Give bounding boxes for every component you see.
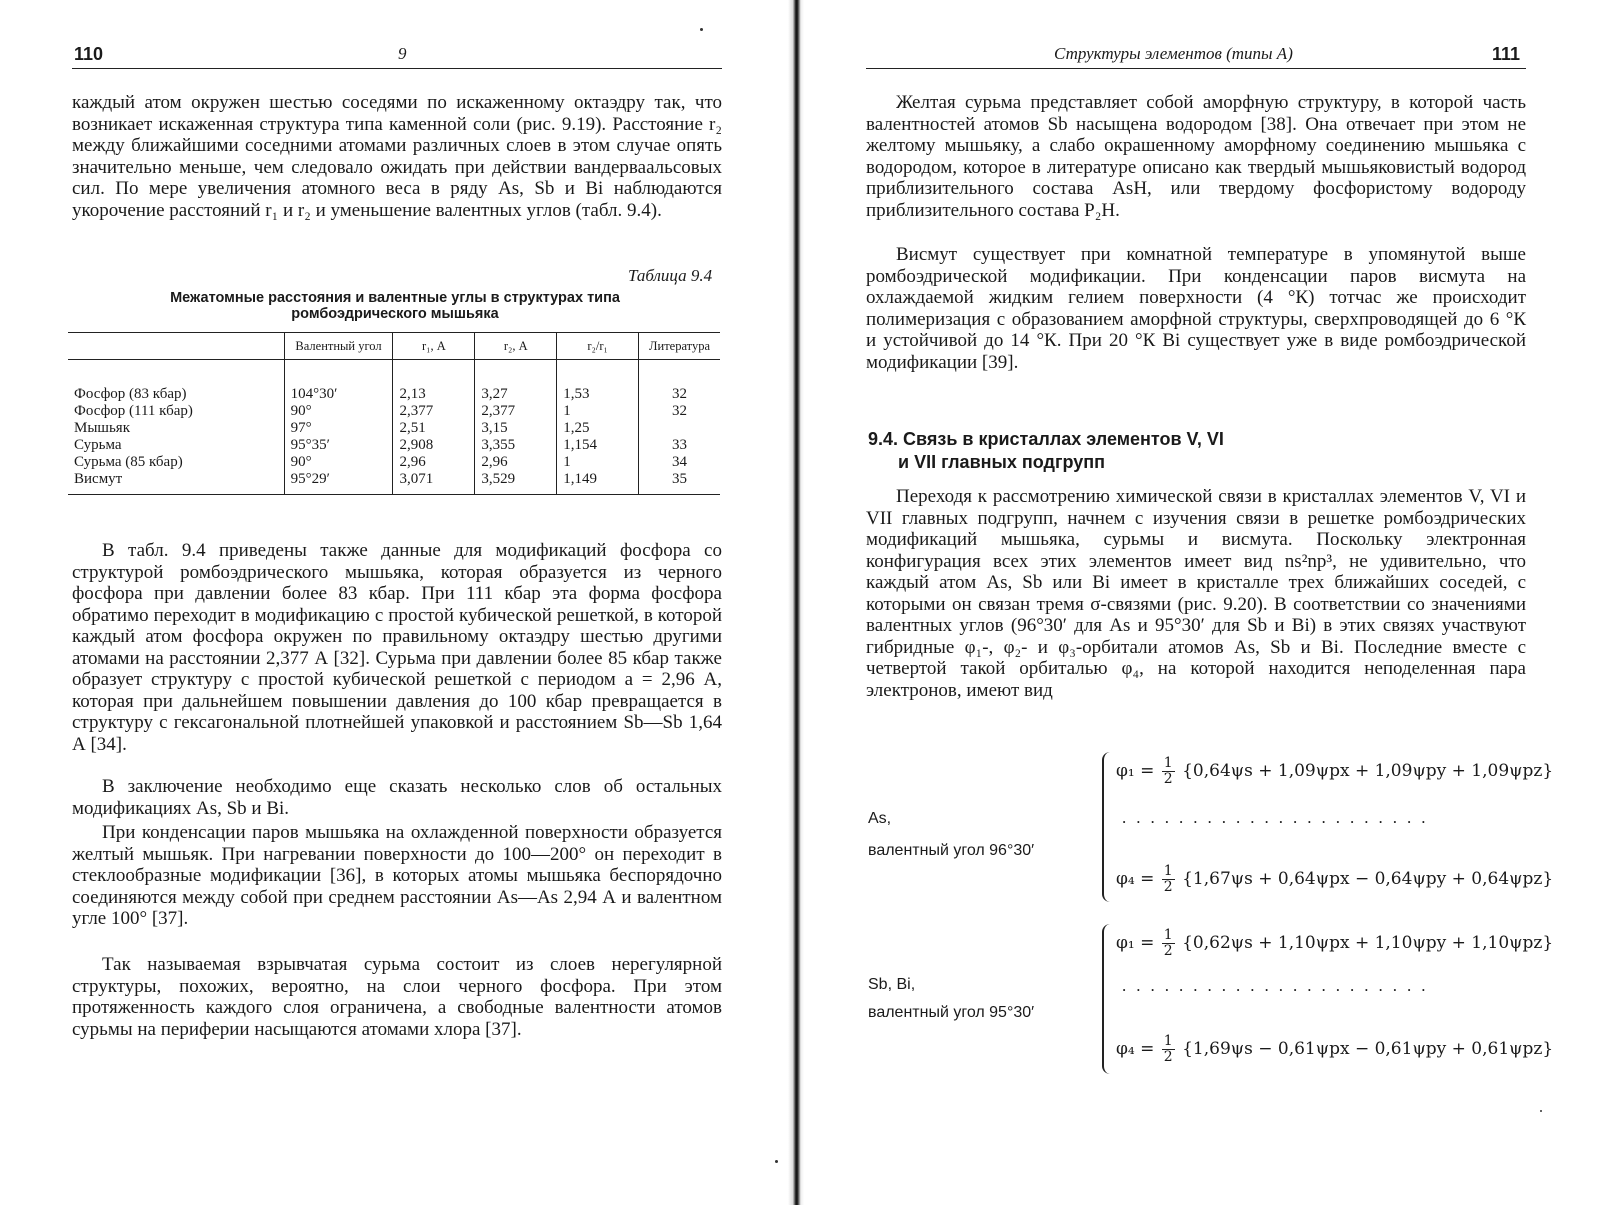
right-header-title: Структуры элементов (типы А) <box>1054 44 1293 63</box>
table-cell: 1,25 <box>557 420 639 437</box>
sb-bi-valence-angle: валентный угол 95°30′ <box>868 1004 1035 1021</box>
table-header-cell <box>68 333 284 360</box>
table-cell: 97° <box>284 420 393 437</box>
table-cell: Фосфор (83 кбар) <box>74 386 187 402</box>
fraction-one-half <box>1162 756 1175 787</box>
section-title-line-2: и VII главных подгрупп <box>898 452 1105 472</box>
table-cell: 32 <box>639 360 720 404</box>
table-cell: 90° <box>284 403 393 420</box>
table-cell: 90° <box>284 454 393 471</box>
right-paragraph-3: Переходя к рассмотрению химической связи в кристаллах элементов V, VI и VII главных подгрупп, начнем с изучения связи в решетке ромбоэдрических модификаций мышьяка, сурьмы и висмута. Поскольку электронная конфигурация всех этих элементов имеет вид ns²np³, не удивительно, что каждый атом As, Sb или Bi имеет в кристалле трех ближайших соседей, с которыми он связан тремя σ-связями (рис. 9.20). В соответствии со значениями валентных углов (96°30′ для As и 95°30′ для Sb и Bi) в этих связях участвуют гибридные φ₁-, φ₂- и φ₃-орбитали атомов As, Sb и Bi. Последние вместе с четвертой такой орбиталью φ₄, на которой находится неподеленная пара электронов, имеют вид <box>866 486 1526 701</box>
table-caption: Таблица 9.4 <box>628 266 713 285</box>
as-valence-angle: валентный угол 96°30′ <box>868 842 1035 859</box>
table-header-row <box>68 333 720 360</box>
table-cell: Мышьяк <box>74 420 130 436</box>
fraction-one-half <box>1162 1034 1175 1065</box>
left-paragraph-3: В заключение необходимо еще сказать несколько слов об остальных модификациях As, Sb и Bi. <box>72 776 722 819</box>
table-cell: 95°35′ <box>284 437 393 454</box>
right-paragraph-2: Висмут существует при комнатной температуре в упомянутой выше ромбоэдрической модификации. При конденсации паров висмута на охлаждаемой жидким гелием поверхности (4 °К) тотчас же происходит полимеризация с образованием аморфной структуры, сверхпроводящей до 6 °К и устойчивой до 14 °К. При 20 °К Bi существует уже в виде ромбоэдрической модификации [39]. <box>866 244 1526 373</box>
fraction-denominator: 2 <box>1163 771 1173 787</box>
right-page <box>810 0 1600 1205</box>
fraction-one-half <box>1162 928 1175 959</box>
table-header-cell: r₁, А <box>393 333 475 360</box>
formula-lhs: φ₁ = <box>1116 933 1155 953</box>
fraction-denominator: 2 <box>1163 943 1173 959</box>
table-header-cell: r₂, А <box>475 333 557 360</box>
fraction-numerator: 1 <box>1163 927 1173 943</box>
table-cell: 95°29′ <box>284 471 393 495</box>
ellipsis-dots: ...................... <box>1122 976 1436 995</box>
scan-speck <box>775 1160 778 1163</box>
sb-bi-label: Sb, Bi, <box>868 976 916 993</box>
fraction-one-half <box>1162 864 1175 895</box>
left-page-number: 110 <box>74 44 104 64</box>
table-cell: 35 <box>639 471 720 495</box>
left-page-header <box>72 42 722 69</box>
table-cell: 3,27 <box>475 360 557 404</box>
formula-rhs: {1,67ψs + 0,64ψpx − 0,64ψpy + 0,64ψpz} <box>1182 869 1554 889</box>
book-spine <box>788 0 804 1205</box>
formula-rhs: {0,64ψs + 1,09ψpx + 1,09ψpy + 1,09ψpz} <box>1182 761 1554 781</box>
fraction-numerator: 1 <box>1163 1033 1173 1049</box>
table-cell: 2,51 <box>393 420 475 437</box>
table-cell: 1 <box>557 454 639 471</box>
section-heading <box>868 428 1508 474</box>
table-cell <box>639 420 720 437</box>
table-cell: 1,149 <box>557 471 639 495</box>
table-header-cell: r₂/r₁ <box>557 333 639 360</box>
section-number: 9.4. <box>868 429 899 449</box>
table-title: Межатомные расстояния и валентные углы в структурах типа ромбоэдрического мышьяка <box>170 290 620 322</box>
table-row <box>68 403 720 420</box>
fraction-denominator: 2 <box>1163 879 1173 895</box>
left-paragraph-4: При конденсации паров мышьяка на охлажденной поверхности образуется желтый мышьяк. При нагревании поверхности до 100—200° он переходит в стеклообразные модификации [36], в которых атомы мышьяка беспорядочно соединяются между собой при среднем расстоянии As—As 2,94 А и валентном угле 100° [37]. <box>72 822 722 929</box>
table-cell: Сурьма <box>74 437 122 453</box>
right-page-number: 111 <box>1491 44 1520 64</box>
right-paragraph-1: Желтая сурьма представляет собой аморфную структуру, в которой часть валентностей атомов Sb насыщена водородом [38]. Она отвечает при этом не желтому мышьяку, а слабо окрашенному аморфному соединению мышьяка с водородом, которое в литературе описано как твердый мышьяковистый водород приблизительного состава AsH, или твердому фосфористому водороду приблизительного состава P₂H. <box>866 92 1526 221</box>
table-cell: Висмут <box>74 471 123 487</box>
formula-lhs: φ₁ = <box>1116 761 1155 781</box>
fraction-numerator: 1 <box>1163 755 1173 771</box>
formula-rhs: {1,69ψs − 0,61ψpx − 0,61ψpy + 0,61ψpz} <box>1182 1039 1554 1059</box>
left-page <box>0 0 790 1205</box>
table-cell: 2,96 <box>393 454 475 471</box>
scan-speck <box>1540 1110 1542 1112</box>
table-row <box>68 437 720 454</box>
table-row <box>68 471 720 495</box>
table-cell: 104°30′ <box>284 360 393 404</box>
fraction-numerator: 1 <box>1163 863 1173 879</box>
fraction-denominator: 2 <box>1163 1049 1173 1065</box>
section-title-line-1: Связь в кристаллах элементов V, VI <box>903 429 1224 449</box>
table-cell: 2,96 <box>475 454 557 471</box>
table-cell: 34 <box>639 454 720 471</box>
as-label: As, <box>868 810 892 827</box>
table-cell: 3,15 <box>475 420 557 437</box>
sb-bi-brace <box>1102 924 1114 1074</box>
table-row <box>68 360 720 404</box>
formula-rhs: {0,62ψs + 1,10ψpx + 1,10ψpy + 1,10ψpz} <box>1182 933 1554 953</box>
table-cell: 2,377 <box>393 403 475 420</box>
right-page-header <box>866 42 1526 69</box>
table-cell: 2,13 <box>393 360 475 404</box>
scan-speck <box>700 28 703 31</box>
table-cell: 1,154 <box>557 437 639 454</box>
table-cell: 3,529 <box>475 471 557 495</box>
table-cell: 2,377 <box>475 403 557 420</box>
left-paragraph-5: Так называемая взрывчатая сурьма состоит из слоев нерегулярной структуры, похожих, вероятно, на слои черного фосфора. При этом протяженность каждого слоя ограничена, а свободные валентности атомов сурьмы на периферии насыщаются атомами хлора [37]. <box>72 954 722 1040</box>
left-paragraph-2: В табл. 9.4 приведены также данные для модификаций фосфора со структурой ромбоэдрического мышьяка, которая образуется из черного фосфора при давлении более 83 кбар. При 111 кбар эта форма фосфора обратимо переходит в модификацию с простой кубической решеткой, в которой каждый атом фосфора окружен по правильному октаэдру шестью другими атомами на расстоянии 2,377 А [32]. Сурьма при давлении более 85 кбар также образует структуру с простой кубической решеткой с периодом a = 2,96 А, которая при дальнейшем повышении давления до 100 кбар превращается в структуру с гексагональной плотнейшей упаковкой и расстоянием Sb—Sb 1,64 А [34]. <box>72 540 722 755</box>
table-cell: 32 <box>639 403 720 420</box>
sb-phi4-formula <box>1116 1034 1553 1065</box>
as-phi4-formula <box>1116 864 1553 895</box>
interatomic-distances-table <box>68 332 720 495</box>
table-cell: 1,53 <box>557 360 639 404</box>
table-cell: Фосфор (111 кбар) <box>74 403 193 419</box>
left-header-chapter: 9 <box>398 44 407 63</box>
table-cell: 2,908 <box>393 437 475 454</box>
sb-phi1-formula <box>1116 928 1553 959</box>
table-cell: 1 <box>557 403 639 420</box>
formula-lhs: φ₄ = <box>1116 1039 1155 1059</box>
ellipsis-dots: ...................... <box>1122 808 1436 827</box>
table-row <box>68 454 720 471</box>
table-cell: 3,355 <box>475 437 557 454</box>
as-brace <box>1102 752 1114 902</box>
table-header-cell: Литература <box>639 333 720 360</box>
table-row <box>68 420 720 437</box>
left-paragraph-1: каждый атом окружен шестью соседями по искаженному октаэдру так, что возникает искаженная структура типа каменной соли (рис. 9.19). Расстояние r₂ между ближайшими соседними атомами различных слоев в этом случае опять значительно меньше, чем следовало ожидать при действии вандерваальсовых сил. По мере увеличения атомного веса в ряду As, Sb и Bi наблюдаются укорочение расстояний r₁ и r₂ и уменьшение валентных углов (табл. 9.4). <box>72 92 722 221</box>
table-cell: 3,071 <box>393 471 475 495</box>
as-phi1-formula <box>1116 756 1553 787</box>
table-cell: Сурьма (85 кбар) <box>74 454 183 470</box>
formula-lhs: φ₄ = <box>1116 869 1155 889</box>
table-header-cell: Валентный угол <box>284 333 393 360</box>
table-cell: 33 <box>639 437 720 454</box>
